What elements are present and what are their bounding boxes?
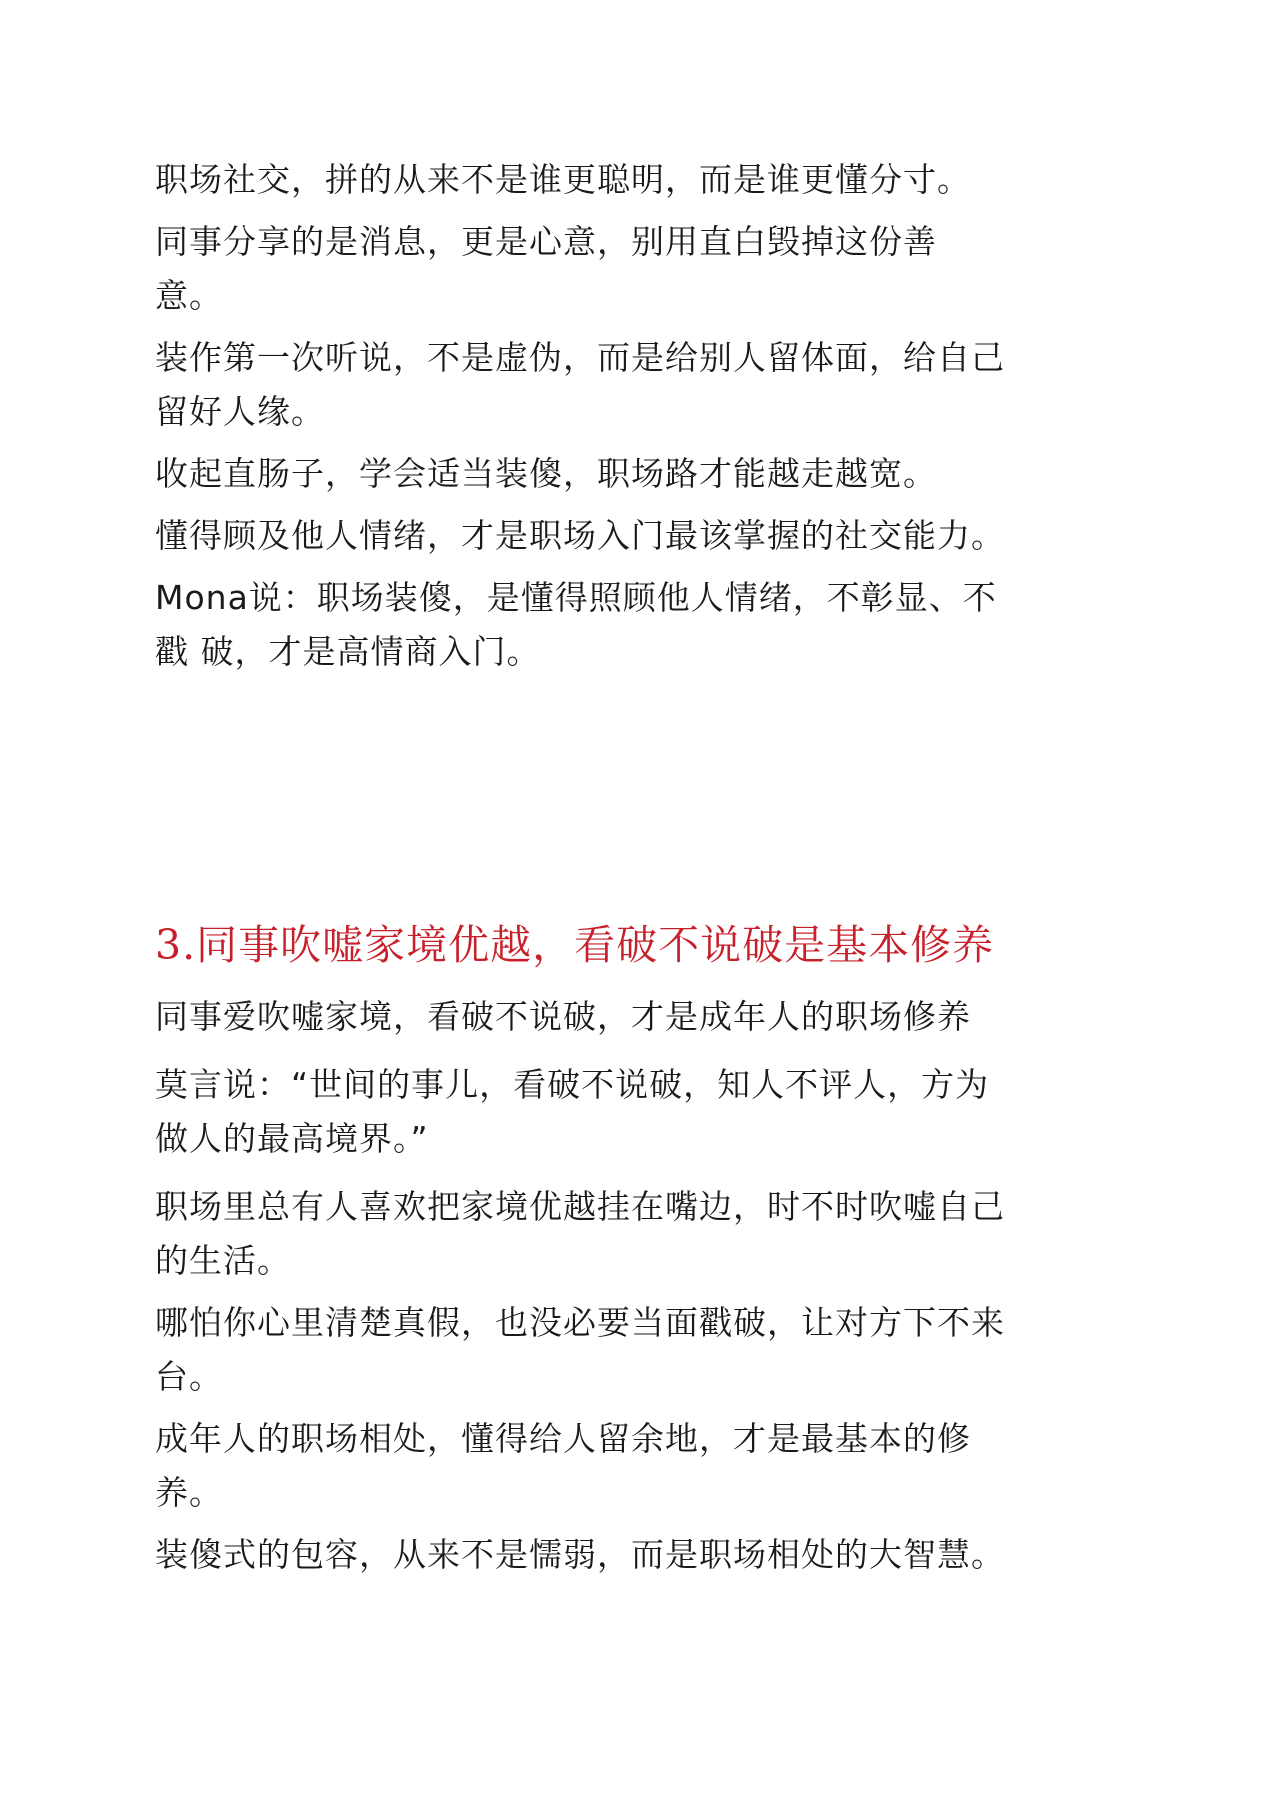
text-line: 懂得顾及他人情绪，才是职场入门最该掌握的社交能力。: [155, 516, 1005, 555]
text-line: 的生活。: [155, 1241, 291, 1280]
paragraph: [155, 215, 1115, 323]
text-line: 职场里总有人喜欢把家境优越挂在嘴边，时不时吹嘘自己: [155, 1187, 1005, 1226]
paragraph: [155, 153, 1115, 207]
text-line: 台。: [155, 1357, 223, 1396]
paragraph: [155, 571, 1115, 679]
text-line: 戳 破，才是高情商入门。: [155, 632, 541, 671]
paragraph: [155, 1412, 1115, 1520]
text-line: 同事分享的是消息，更是心意，别用直白毁掉这份善: [155, 222, 937, 261]
text-line: Mona说：职场装傻，是懂得照顾他人情绪，不彰显、不: [155, 578, 997, 617]
text-line: 留好人缘。: [155, 392, 325, 431]
section-2-body: [155, 990, 1115, 1590]
paragraph: [155, 331, 1115, 439]
text-line: 同事爱吹嘘家境，看破不说破，才是成年人的职场修养: [155, 997, 971, 1036]
text-line: 成年人的职场相处，懂得给人留余地，才是最基本的修: [155, 1419, 971, 1458]
text-line: 意。: [155, 276, 223, 315]
text-line: 装傻式的包容，从来不是懦弱，而是职场相处的大智慧。: [155, 1535, 1005, 1574]
paragraph: [155, 1296, 1115, 1404]
text-line: 哪怕你心里清楚真假，也没必要当面戳破，让对方下不来: [155, 1303, 1005, 1342]
paragraph: [155, 990, 1115, 1044]
section-heading: 3.同事吹嘘家境优越，看破不说破是基本修养: [155, 921, 995, 969]
text-line: 莫言说：“世间的事儿，看破不说破，知人不评人，方为: [155, 1065, 990, 1104]
text-line: 做人的最高境界。”: [155, 1119, 429, 1158]
text-line: 装作第一次听说，不是虚伪，而是给别人留体面，给自己: [155, 338, 1005, 377]
text-line: 养。: [155, 1473, 223, 1512]
paragraph: [155, 447, 1115, 501]
text-line: 收起直肠子，学会适当装傻，职场路才能越走越宽。: [155, 454, 937, 493]
paragraph: [155, 1058, 1115, 1166]
paragraph: [155, 1528, 1115, 1582]
paragraph: [155, 509, 1115, 563]
text-line: 职场社交，拼的从来不是谁更聪明，而是谁更懂分寸。: [155, 160, 971, 199]
section-1-body: [155, 153, 1115, 687]
paragraph: [155, 1180, 1115, 1288]
